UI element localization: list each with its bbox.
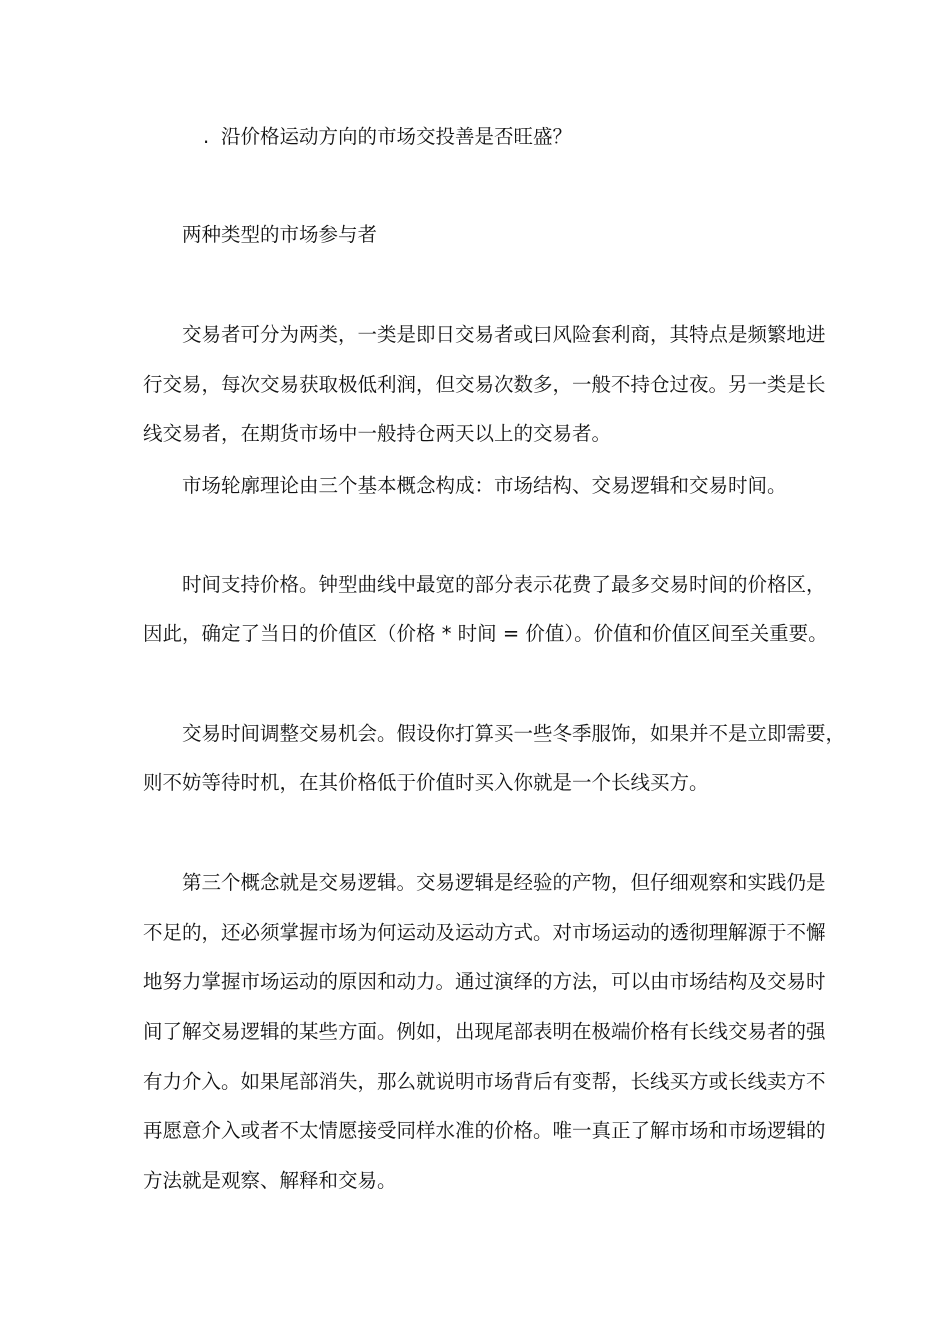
paragraph-line: 有力介入。如果尾部消失，那么就说明市场背后有变帮，长线买方或长线卖方不 [143, 1070, 826, 1093]
question-bullet: . [203, 125, 210, 148]
paragraph-line: 地努力掌握市场运动的原因和动力。通过演绎的方法，可以由市场结构及交易时 [143, 970, 826, 993]
paragraph-line: 因此，确定了当日的价值区（价格 * 时间 = 价值）。价值和价值区间至关重要。 [143, 622, 828, 645]
paragraph-line: 方法就是观察、解释和交易。 [143, 1169, 397, 1192]
paragraph-line: 时间支持价格。钟型曲线中最宽的部分表示花费了最多交易时间的价格区， [182, 573, 826, 596]
paragraph-line: 间了解交易逻辑的某些方面。例如，出现尾部表明在极端价格有长线交易者的强 [143, 1020, 826, 1043]
paragraph-line: 行交易，每次交易获取极低利润，但交易次数多，一般不持仓过夜。另一类是长 [143, 373, 826, 396]
section-heading: 两种类型的市场参与者 [182, 223, 378, 246]
paragraph-line: 交易者可分为两类，一类是即日交易者或曰风险套利商，其特点是频繁地进 [182, 323, 826, 346]
paragraph-line: 第三个概念就是交易逻辑。交易逻辑是经验的产物，但仔细观察和实践仍是 [182, 871, 826, 894]
paragraph-line: 线交易者，在期货市场中一般持仓两天以上的交易者。 [143, 422, 612, 445]
question-text: 沿价格运动方向的市场交投善是否旺盛？ [221, 125, 573, 148]
paragraph-line: 市场轮廓理论由三个基本概念构成：市场结构、交易逻辑和交易时间。 [182, 474, 787, 497]
paragraph-line: 交易时间调整交易机会。假设你打算买一些冬季服饰，如果并不是立即需要， [182, 722, 846, 745]
paragraph-line: 不足的，还必须掌握市场为何运动及运动方式。对市场运动的透彻理解源于不懈 [143, 921, 826, 944]
paragraph-line: 再愿意介入或者不太情愿接受同样水准的价格。唯一真正了解市场和市场逻辑的 [143, 1119, 826, 1142]
paragraph-line: 则不妨等待时机，在其价格低于价值时买入你就是一个长线买方。 [143, 771, 709, 794]
